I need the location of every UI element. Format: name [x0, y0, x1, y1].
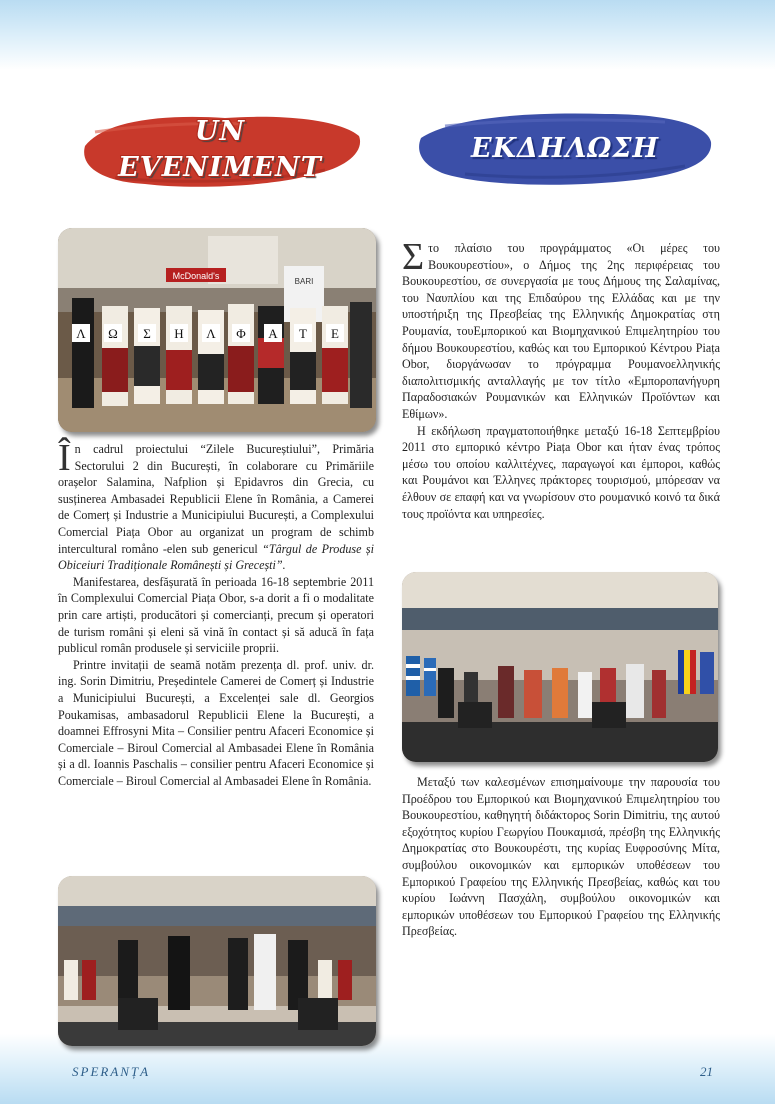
greek-title: ΕΚΔΗΛΩΣΗ: [470, 132, 660, 164]
dancers-group: [72, 298, 372, 408]
sign-letter: Λ: [206, 326, 216, 341]
romanian-p1-text: n cadrul proiectului “Zilele Bucureștiului”, Primăria Sectorului 2 din București, în colaborare cu Primăriile orașelor Salamina, Nafplion și Epidavros din Grecia, cu susținerea Ambasadei Republicii Elene în România, a Camerei de Comerț și Industrie a Municipiului București, a Complexului Comercial Piața Obor au organizat un program de schimb intercultural romåno -elen sub genericul: [58, 442, 374, 556]
romanian-title-line2: EVENIMENT: [118, 152, 322, 183]
romanian-dropcap: Î: [58, 437, 71, 479]
greek-paragraph-2: Η εκδήλωση πραγματοποιήθηκε μεταξύ 16-18 Σεπτεμβρίου 2011 στο εμπορικό κέντρο Piața Obor και ήταν ένας τρόπος μέσω του οποίου καλλιτέχνες, παραγωγοί και έμποροι, καθώς και Ρουμάνοι και Έλληνες πράκτορες τουρισμού, μπόρεσαν να έλθουν σε επαφή και να γνωρίσουν στο ρουμανικό κοινό τα δικά τους προϊόντα και υπηρεσίες.: [402, 423, 720, 521]
greek-paragraph-1: [402, 236, 720, 423]
romanian-paragraph-1: [58, 437, 374, 574]
store-sign: McDonald's: [172, 271, 220, 281]
banner-text: BARI: [294, 277, 314, 286]
romanian-paragraph-3: Printre invitații de seamă notăm prezența dl. prof. univ. dr. ing. Sorin Dimitriu, Președintele Camerei de Comerț și Industrie a Municipiului București, a Excelenței sale dl. Georgios Poukamisas, ambasadorul Republicii Elene la București, a doamnei Effrosyni Mita – Consilier pentru Afaceri Economice și Comerciale – Biroul Comercial al Ambasadei Elene în România și a dl. Ioannis Paschalis – consilier pentru Afaceri Economice și Comerciale – Biroul Comercial al Ambasadei Elene în România.: [58, 657, 374, 788]
greek-paragraph-3: Μεταξύ των καλεσμένων επισημαίνουμε την παρουσία του Προέδρου του Εμπορικού και Βιομηχανικού Επιμελητηρίου του Βουκουρεστίου, καθηγητή διδάκτορος Sorin Dimitriu, της αυτού εξοχότητος κυρίου Γεωργίου Πουκαμισά, πρέσβη της Ελληνικής Δημοκρατίας στο Βουκουρέστι, της κυρίας Ευφροσύνης Μίτα, συμβούλου οικονομικών και εμπορικών υποθέσεων του Εμπορικού Γραφείου της Ελληνικής Πρεσβείας, καθώς και του κυρίου Ιωάννη Πασχάλη, συμβούλου οικονομικών και εμπορικών υποθέσεων του Εμπορικού Γραφείου της Ελληνικής Πρεσβείας.: [402, 775, 720, 939]
greek-dropcap: Σ: [402, 236, 425, 278]
sign-letter: Λ: [76, 326, 86, 341]
sign-letter: Φ: [236, 326, 246, 341]
romanian-paragraph-2: Manifestarea, desfășurată în perioada 16-18 septembrie 2011 în Complexului Comercial Piața Obor, s-a dorit a fi o modalitate prin care artiști, producători și comercianți, precum și operatori de turism români și eleni să vină în contact și să aducă în fața publicul român produsele și serviciile proprii.: [58, 574, 374, 656]
photo-stage-dancers: [58, 876, 376, 1046]
romanian-flags: [678, 650, 714, 694]
sign-letter: Ε: [331, 326, 339, 341]
sign-letter: Σ: [143, 326, 151, 341]
greek-title-banner: [415, 108, 715, 188]
photo-stage-with-flags: [402, 572, 718, 762]
sign-letter: Η: [174, 326, 184, 341]
magazine-name: SPERANȚA: [72, 1064, 151, 1079]
romanian-title-line1: UN: [194, 116, 246, 147]
greek-article-bottom: [402, 774, 720, 940]
photo-dancers-with-signs: [58, 228, 376, 432]
sign-letter: Α: [268, 326, 278, 341]
romanian-article: [58, 437, 374, 789]
sign-letter: Τ: [299, 326, 307, 341]
romanian-title-banner: [75, 108, 365, 192]
sign-letter: Ω: [108, 326, 118, 341]
page-number: 21: [700, 1064, 713, 1079]
top-gradient-band: [0, 0, 775, 70]
greek-p1-text: το πλαίσιο του προγράμματος «Οι μέρες του Βουκουρεστίου», ο Δήμος της 2ης περιφέρειας του Βουκουρεστίου, σε συνεργασία με τους Δήμους της Σαλαμίνας, του Ναυπλίου και της Επιδαύρου της Ελλάδας και με την υποστήριξη της Πρεσβείας της Ελληνικής Δημοκρατίας στη Ρουμανία, τουΕμπορικού και Βιομηχανικού Επιμελητηρίου του δήμου Βουκουρεστίου, καθώς και του Εμπορικού Κέντρου Piața Obor, διοργάνωσαν το πρόγραμμα Ρουμανοελληνικής διαπολιτισμικής ανταλλαγής με τον τίτλο «Εμποροπανήγυρη Παραδοσιακών Ρουμανικών και Ελληνικών Προϊόντων και Εθίμων».: [402, 241, 720, 421]
greek-article-top: [402, 236, 720, 522]
romanian-p1-italic: “Târgul de Produse și Obiceiuri Tradiționale Românești și Grecești”.: [58, 541, 374, 573]
